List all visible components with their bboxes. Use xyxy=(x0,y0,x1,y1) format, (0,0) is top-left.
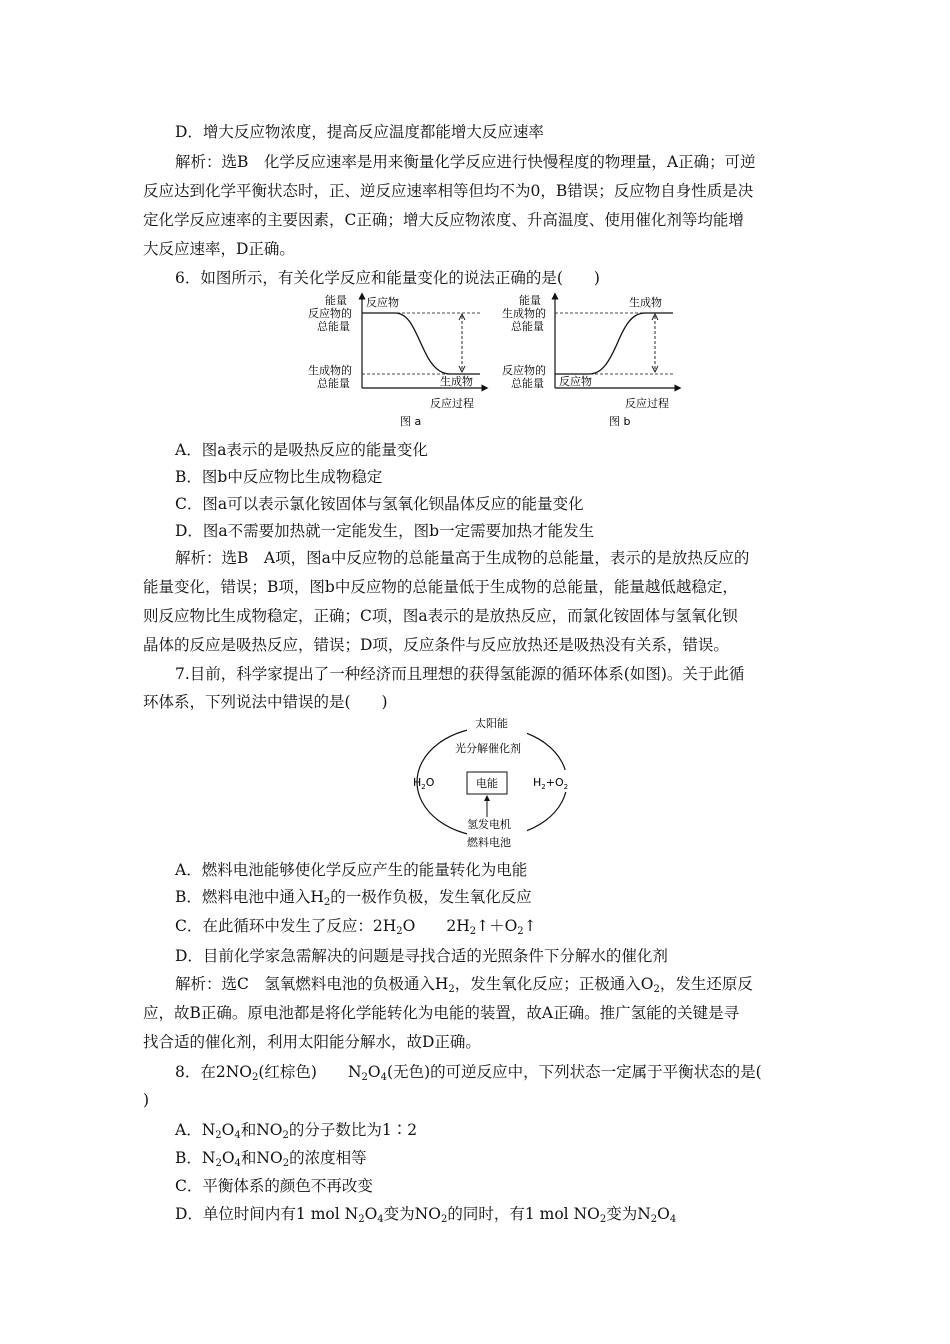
fig-b-x-axis: 反应过程 xyxy=(625,397,669,410)
fig-b-end-label: 生成物 xyxy=(629,296,662,309)
q5-option-d: D．增大反应物浓度，提高反应温度都能增大反应速率 xyxy=(175,123,544,141)
fig-b-low-label-1: 反应物的 xyxy=(502,364,546,377)
q8-option-a: A．$N_2O_4$和$NO_2$的分子数比为1∶2 xyxy=(175,1121,418,1141)
q6-stem: 6．如图所示，有关化学反应和能量变化的说法正确的是( ) xyxy=(175,269,600,287)
q7-stem-line-2: 环体系，下列说法中错误的是( ) xyxy=(143,693,388,711)
q8-stem-line-2: ) xyxy=(143,1091,150,1109)
q7-option-c: C．在此循环中发生了反应：$2H_2O$ $2H_2↑+O_2↑$ xyxy=(175,917,537,937)
q5-analysis-line-2: 反应达到化学平衡状态时，正、逆反应速率相等但均不为0，B错误；反应物自身性质是决 xyxy=(143,182,754,200)
q7-stem-line-1: 7.目前，科学家提出了一种经济而且理想的获得氢能源的循环体系(如图)。关于此循 xyxy=(175,665,745,683)
q5-analysis-line-4: 大反应速率，D正确。 xyxy=(143,240,295,258)
fig-a-high-label-1: 反应物的 xyxy=(308,307,352,320)
q8-option-d: D．单位时间内有1 mol $N_2O_4$变为$NO_2$的同时，有1 mol $NO_2$变为$N_2O_4$ xyxy=(175,1205,677,1225)
cycle-right-label: $H_2+O_2$ xyxy=(533,776,569,791)
q6-analysis-line-1: 解析：选B A项，图a中反应物的总能量高于生成物的总能量，表示的是放热反应的 xyxy=(175,549,750,567)
q6-option-b: B．图b中反应物比生成物稳定 xyxy=(175,468,383,486)
cycle-catalyst-label: 光分解催化剂 xyxy=(455,742,521,755)
q6-analysis-line-4: 晶体的反应是吸热反应，错误；D项，反应条件与反应放热还是吸热没有关系，错误。 xyxy=(143,636,729,654)
fig-b-high-label-1: 生成物的 xyxy=(502,307,546,320)
q6-option-a: A．图a表示的是吸热反应的能量变化 xyxy=(175,441,428,459)
fig-a-end-label: 生成物 xyxy=(440,375,473,388)
fig-b-high-label-2: 总能量 xyxy=(511,320,544,333)
q7-analysis-line-2: 应，故B正确。原电池都是将化学能转化为电能的装置，故A正确。推广氢能的关键是寻 xyxy=(143,1004,740,1022)
q6-option-d: D．图a不需要加热就一定能发生，图b一定需要加热才能发生 xyxy=(175,522,595,540)
fig-a-start-label: 反应物 xyxy=(366,296,399,309)
q8-option-b: B．$N_2O_4$和$NO_2$的浓度相等 xyxy=(175,1149,367,1169)
cycle-left-label: $H_2O$ xyxy=(413,776,435,791)
fig-a-low-label-1: 生成物的 xyxy=(308,364,352,377)
q5-analysis-line-3: 定化学反应速率的主要因素，C正确；增大反应物浓度、升高温度、使用催化剂等均能增 xyxy=(143,211,744,229)
q7-analysis-line-3: 找合适的催化剂，利用太阳能分解水，故D正确。 xyxy=(143,1033,481,1051)
fig-a-y-axis: 能量 xyxy=(325,294,347,307)
cycle-generator-label: 氢发电机 xyxy=(467,818,511,831)
fig-b-low-label-2: 总能量 xyxy=(511,377,544,390)
hydrogen-cycle-diagram xyxy=(405,712,585,854)
q8-option-c: C．平衡体系的颜色不再改变 xyxy=(175,1177,373,1195)
q7-analysis-line-1: 解析：选C 氢氧燃料电池的负极通入$H_2$，发生氧化反应；正极通入$O_2$，发生还原反 xyxy=(175,975,753,995)
cycle-center-label: 电能 xyxy=(476,777,498,790)
q7-option-d: D．目前化学家急需解决的问题是寻找合适的光照条件下分解水的催化剂 xyxy=(175,947,668,965)
q7-option-a: A．燃料电池能够使化学反应产生的能量转化为电能 xyxy=(175,861,528,879)
cycle-top-label: 太阳能 xyxy=(475,717,508,730)
q6-analysis-line-3: 则反应物比生成物稳定，正确；C项，图a表示的是放热反应，而氯化铵固体与氢氧化钡 xyxy=(143,607,738,625)
fig-b-y-axis: 能量 xyxy=(519,294,541,307)
q6-analysis-line-2: 能量变化，错误；B项，图b中反应物的总能量低于生成物的总能量，能量越低越稳定， xyxy=(143,578,738,596)
energy-diagram-b xyxy=(497,292,687,432)
fig-a-low-label-2: 总能量 xyxy=(317,377,350,390)
q6-option-c: C．图a可以表示氯化铵固体与氢氧化钡晶体反应的能量变化 xyxy=(175,495,584,513)
q5-analysis-line-1: 解析：选B 化学反应速率是用来衡量化学反应进行快慢程度的物理量，A正确；可逆 xyxy=(175,153,756,171)
fig-a-high-label-2: 总能量 xyxy=(317,320,350,333)
q7-option-b: B．燃料电池中通入$H_2$的一极作负极，发生氧化反应 xyxy=(175,888,532,908)
fig-a-x-axis: 反应过程 xyxy=(430,397,474,410)
cycle-bottom-label: 燃料电池 xyxy=(467,836,511,849)
fig-b-caption: 图 b xyxy=(609,415,631,428)
fig-b-start-label: 反应物 xyxy=(559,375,592,388)
q8-stem-line-1: 8．在$2NO_2$(红棕色) $N_2O_4$(无色)的可逆反应中，下列状态一定属于平衡状态的是( xyxy=(175,1063,762,1083)
fig-a-caption: 图 a xyxy=(400,415,422,428)
energy-diagram-a xyxy=(300,292,490,432)
